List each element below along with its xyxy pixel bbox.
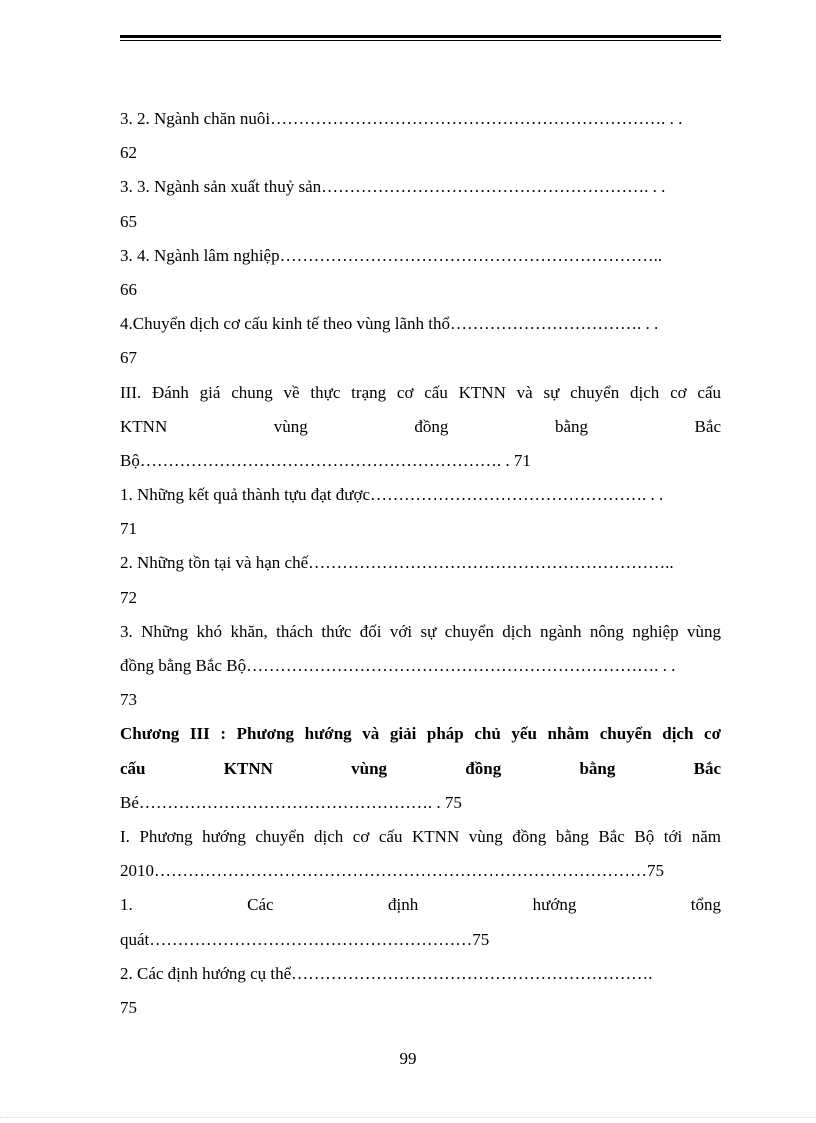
toc-page-number: 67	[120, 348, 137, 368]
toc-entry: 1. Những kết quả thành tựu đạt được…………………………………………. . .	[120, 485, 664, 505]
toc-entry: 2010……………………………………………………………………………75	[120, 861, 664, 881]
toc-page-number: 75	[120, 997, 137, 1017]
toc-section-heading: III. Đánh giá chung về thực trạng cơ cấu KTNN và sự chuyển dịch cơ cấu	[120, 382, 721, 402]
toc-entry: 3. 2. Ngành chăn nuôi……………………………………………………………. . .	[120, 109, 683, 128]
toc-entry: 2. Những tồn tại và hạn chế………………………………………………………..	[120, 553, 674, 573]
toc-page-number: 65	[120, 211, 137, 231]
toc-entry: 3. 4. Ngành lâm nghiệp…………………………………………………………..	[120, 245, 663, 265]
toc-entry: 4.Chuyển dịch cơ cấu kinh tế theo vùng lãnh thổ……………………………. . .	[120, 314, 659, 334]
toc-entry: 2. Các định hướng cụ thể……………………………………………………….	[120, 963, 653, 983]
toc-entry: 1. Các định hướng tổng	[120, 895, 721, 915]
toc-page-number: 62	[120, 143, 137, 163]
toc-chapter-heading: Chương III : Phương hướng và giải pháp chủ yếu nhằm chuyển dịch cơ	[120, 724, 721, 744]
page-number: 99	[399, 1049, 417, 1068]
toc-page-number: 73	[120, 690, 137, 710]
toc-chapter-heading-cont: cấu KTNN vùng đồng bằng Bắc	[120, 758, 721, 778]
toc-section-heading-cont: KTNN vùng đồng bằng Bắc	[120, 416, 721, 436]
toc-section-heading: I. Phương hướng chuyển dịch cơ cấu KTNN vùng đồng bằng Bắc Bộ tới năm	[120, 826, 721, 846]
toc-page-number: 66	[120, 279, 137, 299]
toc-page-number: 71	[120, 519, 137, 539]
toc-entry: 3. 3. Ngành sản xuất thuỷ sản…………………………………………………. . .	[120, 177, 666, 197]
toc-page-number: 72	[120, 587, 137, 607]
toc-entry: Bé……………………………………………. . 75	[120, 792, 462, 812]
table-of-contents	[120, 102, 721, 1025]
toc-entry-cont: quát…………………………………………………75	[120, 929, 490, 949]
toc-entry: 3. Những khó khăn, thách thức đối với sự chuyển dịch ngành nông nghiệp vùng	[120, 621, 721, 641]
toc-entry-cont: đồng bằng Bắc Bộ………………………………………………………………. . .	[120, 656, 676, 675]
header-rule-thin	[120, 40, 721, 41]
header-rule-thick	[120, 35, 721, 38]
toc-entry: Bộ………………………………………………………. . 71	[120, 450, 531, 470]
page-bottom-border	[0, 1117, 816, 1119]
